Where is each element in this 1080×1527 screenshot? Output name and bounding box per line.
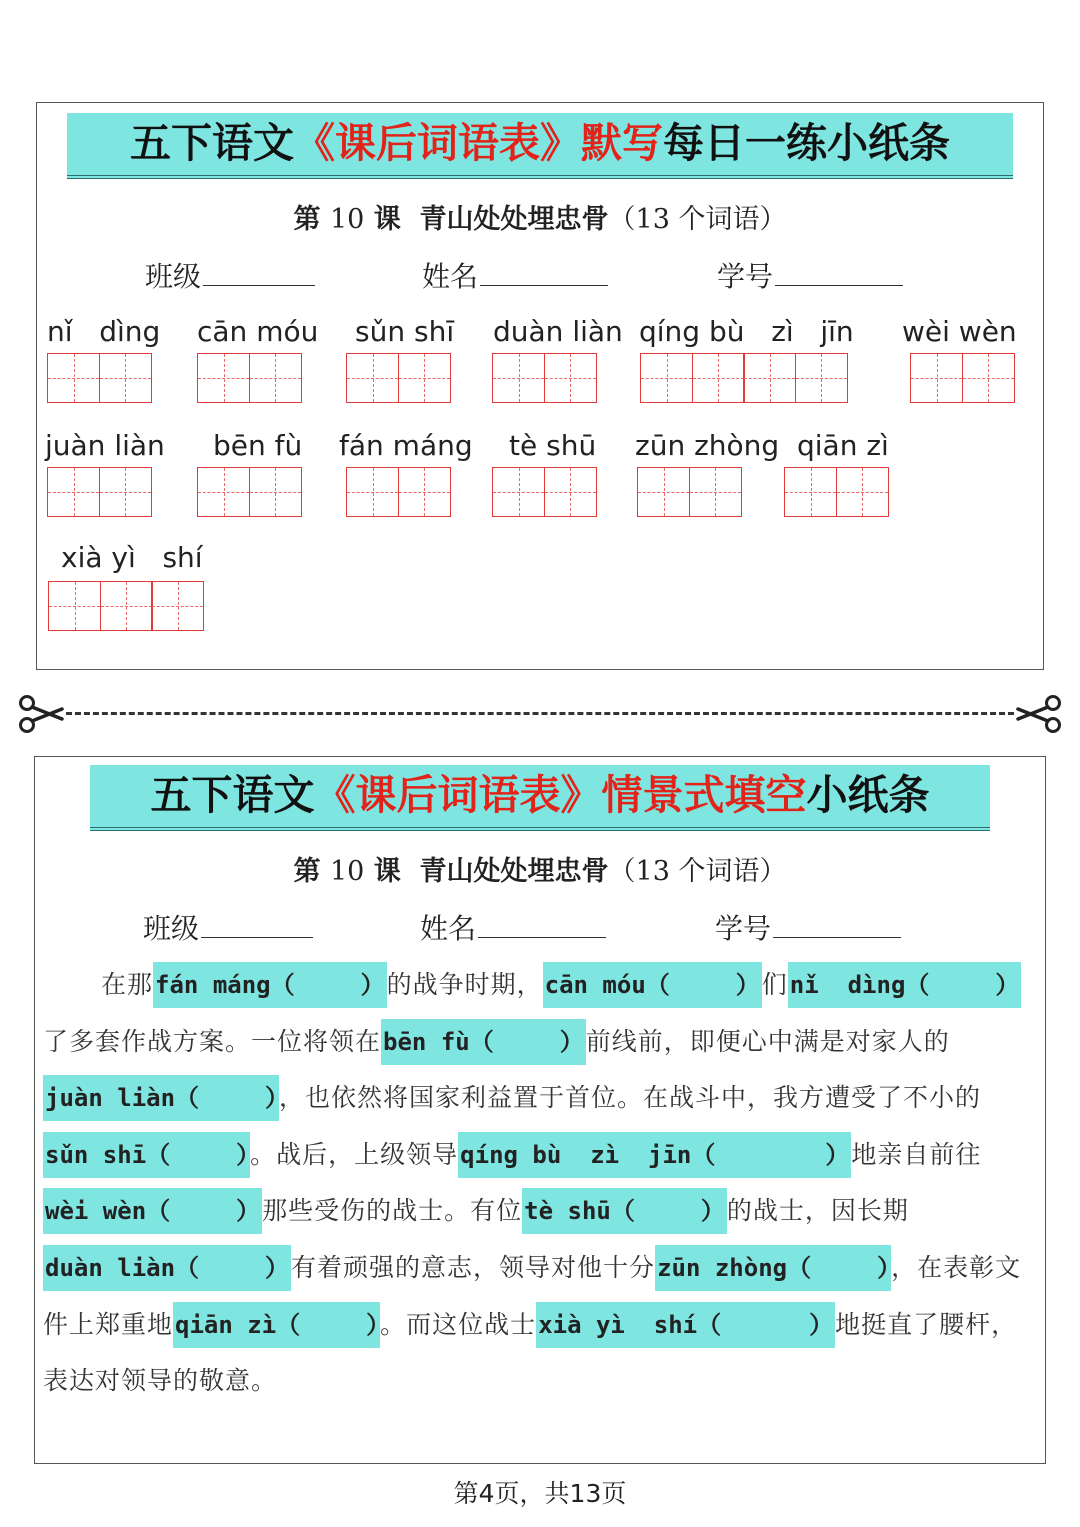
fill-blank[interactable]: wèi wèn（ ）	[43, 1188, 262, 1234]
writing-grid	[346, 353, 449, 403]
blank-pinyin: cān móu	[544, 971, 646, 999]
word-pinyin: zūn zhòng	[635, 429, 780, 462]
blank-pinyin: juàn liàn	[45, 1084, 176, 1113]
id-field[interactable]	[717, 255, 903, 295]
passage-text: 那些受伤的战士。有位	[262, 1196, 523, 1226]
tianzige-cell[interactable]	[151, 581, 204, 631]
lesson-word-count: （13 个词语）	[608, 856, 787, 887]
title-part: 每日一练小纸条	[663, 119, 950, 167]
tianzige-cell[interactable]	[398, 467, 451, 517]
tianzige-cell[interactable]	[99, 467, 152, 517]
word-pinyin: fán máng	[339, 429, 473, 462]
tianzige-cell[interactable]	[544, 467, 597, 517]
id-label: 学号	[717, 260, 774, 293]
page-number: 第4页，共13页	[453, 1479, 627, 1508]
blank-pinyin: xià yì shí	[538, 1310, 698, 1339]
tianzige-cell[interactable]	[637, 467, 690, 517]
tianzige-cell[interactable]	[743, 353, 796, 403]
tianzige-cell[interactable]	[197, 353, 250, 403]
passage-text: 。战后，上级领导	[250, 1139, 459, 1169]
fill-blank[interactable]: xià yì shí（ ）	[536, 1302, 835, 1348]
fill-in-passage	[43, 957, 1039, 1410]
cut-line	[18, 690, 1062, 736]
word-pinyin: bēn fù	[213, 429, 303, 462]
fill-blank[interactable]: duàn liàn（ ）	[43, 1245, 291, 1291]
name-label: 姓名	[420, 912, 477, 945]
fill-blank[interactable]: bēn fù（ ）	[381, 1019, 586, 1065]
word-pinyin: qiān zì	[797, 429, 889, 462]
tianzige-cell[interactable]	[836, 467, 889, 517]
word-pinyin: xià yì shí	[61, 541, 203, 574]
name-field[interactable]	[422, 255, 608, 295]
blank-pinyin: tè shū	[524, 1197, 611, 1226]
tianzige-cell[interactable]	[962, 353, 1015, 403]
lesson-number: 10	[329, 204, 365, 235]
passage-text: 地亲自前往	[851, 1139, 982, 1169]
lesson-word-count: （13 个词语）	[608, 204, 787, 235]
passage-text: ，在表彰文件上郑重地	[43, 1252, 1022, 1339]
passage-text: 的战士，因长期	[726, 1196, 909, 1226]
lesson-name: 青山处处埋忠骨	[419, 204, 609, 235]
passage-text: 前线前，即便心中满是对家人的	[585, 1026, 950, 1056]
writing-grid	[197, 353, 300, 403]
tianzige-cell[interactable]	[47, 467, 100, 517]
tianzige-cell[interactable]	[99, 353, 152, 403]
tianzige-cell[interactable]	[100, 581, 153, 631]
fill-blank[interactable]: qiān zì（ ）	[173, 1302, 380, 1348]
blank-pinyin: nǐ dìng	[789, 971, 906, 999]
title-part: 《课后词语表》情景式填空	[314, 771, 807, 819]
word-pinyin: sǔn shī	[355, 315, 455, 348]
tianzige-cell[interactable]	[492, 467, 545, 517]
title-part: 五下语文	[150, 771, 315, 819]
tianzige-cell[interactable]	[492, 353, 545, 403]
title-part: 五下语文	[130, 119, 294, 167]
lesson-heading	[35, 849, 1045, 888]
fill-blank[interactable]: sǔn shī（ ）	[43, 1132, 250, 1178]
writing-grid	[640, 353, 846, 403]
title-part: 小纸条	[806, 771, 930, 819]
lesson-prefix: 第	[293, 204, 321, 235]
writing-grid	[492, 467, 595, 517]
writing-grid	[784, 467, 887, 517]
word-pinyin: cān móu	[197, 315, 319, 348]
writing-grid	[910, 353, 1013, 403]
passage-text: 在那	[101, 970, 154, 999]
tianzige-cell[interactable]	[48, 581, 101, 631]
blank-pinyin: fán máng	[155, 971, 271, 999]
word-pinyin: qíng bù zì jīn	[639, 315, 854, 348]
writing-grid	[48, 581, 203, 631]
blank-pinyin: duàn liàn	[45, 1253, 176, 1282]
lesson-number: 10	[329, 856, 365, 887]
passage-text: ，也依然将国家利益置于首位。在战斗中，我方遭受了不小的	[279, 1083, 982, 1113]
writing-grid	[47, 353, 150, 403]
blank-pinyin: sǔn shī	[45, 1140, 147, 1169]
worksheet-title	[67, 113, 1013, 179]
fill-blank[interactable]: fán máng（ ）	[153, 962, 387, 1008]
word-pinyin: wèi wèn	[902, 315, 1017, 348]
writing-grid	[197, 467, 300, 517]
word-pinyin: duàn liàn	[493, 315, 623, 348]
tianzige-cell[interactable]	[784, 467, 837, 517]
writing-grid	[637, 467, 740, 517]
scissors-icon	[18, 694, 66, 734]
tianzige-cell[interactable]	[249, 467, 302, 517]
passage-text: 有着顽强的意志，领导对他十分	[291, 1252, 656, 1282]
blank-pinyin: qíng bù zì jīn	[460, 1140, 692, 1169]
tianzige-cell[interactable]	[544, 353, 597, 403]
tianzige-cell[interactable]	[910, 353, 963, 403]
lesson-suffix: 课	[373, 204, 401, 235]
passage-text: 了多套作战方案。一位将领在	[43, 1026, 382, 1056]
id-label: 学号	[715, 912, 772, 945]
tianzige-cell[interactable]	[795, 353, 848, 403]
passage-text: 。而这位战士	[380, 1309, 537, 1339]
tianzige-cell[interactable]	[398, 353, 451, 403]
class-label: 班级	[143, 912, 200, 945]
word-pinyin: nǐ dìng	[47, 315, 161, 348]
tianzige-cell[interactable]	[692, 353, 745, 403]
class-label: 班级	[145, 260, 202, 293]
blank-pinyin: qiān zì	[175, 1310, 277, 1339]
word-pinyin: juàn liàn	[45, 429, 165, 462]
fill-blank[interactable]: tè shū（ ）	[522, 1188, 727, 1234]
passage-text: 的战争时期，	[386, 970, 543, 999]
tianzige-cell[interactable]	[47, 353, 100, 403]
worksheet-title	[90, 765, 990, 831]
passage-text: 们	[761, 970, 788, 999]
passage-text: 地挺直了腰杆，表达对领导的敬意。	[43, 1309, 1018, 1396]
blank-pinyin: bēn fù	[383, 1027, 470, 1056]
class-field[interactable]	[145, 255, 315, 295]
writing-grid	[47, 467, 150, 517]
name-label: 姓名	[422, 260, 479, 293]
fill-blank[interactable]: nǐ dìng（ ）	[788, 962, 1022, 1008]
lesson-name: 青山处处埋忠骨	[419, 856, 609, 887]
word-pinyin: tè shū	[509, 429, 597, 462]
fill-blank[interactable]: juàn liàn（ ）	[43, 1075, 279, 1121]
dictation-worksheet	[36, 102, 1044, 670]
tianzige-cell[interactable]	[689, 467, 742, 517]
fill-blank[interactable]: cān móu（ ）	[543, 962, 762, 1008]
lesson-heading	[37, 197, 1043, 236]
fill-in-worksheet	[34, 756, 1046, 1464]
tianzige-cell[interactable]	[249, 353, 302, 403]
blank-pinyin: wèi wèn	[45, 1197, 147, 1226]
tianzige-cell[interactable]	[346, 353, 399, 403]
fill-blank[interactable]: qíng bù zì jīn（ ）	[458, 1132, 851, 1178]
name-field[interactable]	[420, 907, 606, 947]
id-field[interactable]	[715, 907, 901, 947]
tianzige-cell[interactable]	[346, 467, 399, 517]
lesson-prefix: 第	[293, 856, 321, 887]
scissors-icon	[1014, 694, 1062, 734]
blank-pinyin: zūn zhòng	[657, 1253, 788, 1282]
tianzige-cell[interactable]	[640, 353, 693, 403]
fill-blank[interactable]: zūn zhòng（ ）	[655, 1245, 891, 1291]
class-field[interactable]	[143, 907, 313, 947]
tianzige-cell[interactable]	[197, 467, 250, 517]
writing-grid	[492, 353, 595, 403]
lesson-suffix: 课	[373, 856, 401, 887]
writing-grid	[346, 467, 449, 517]
title-part: 《课后词语表》默写	[294, 119, 663, 167]
